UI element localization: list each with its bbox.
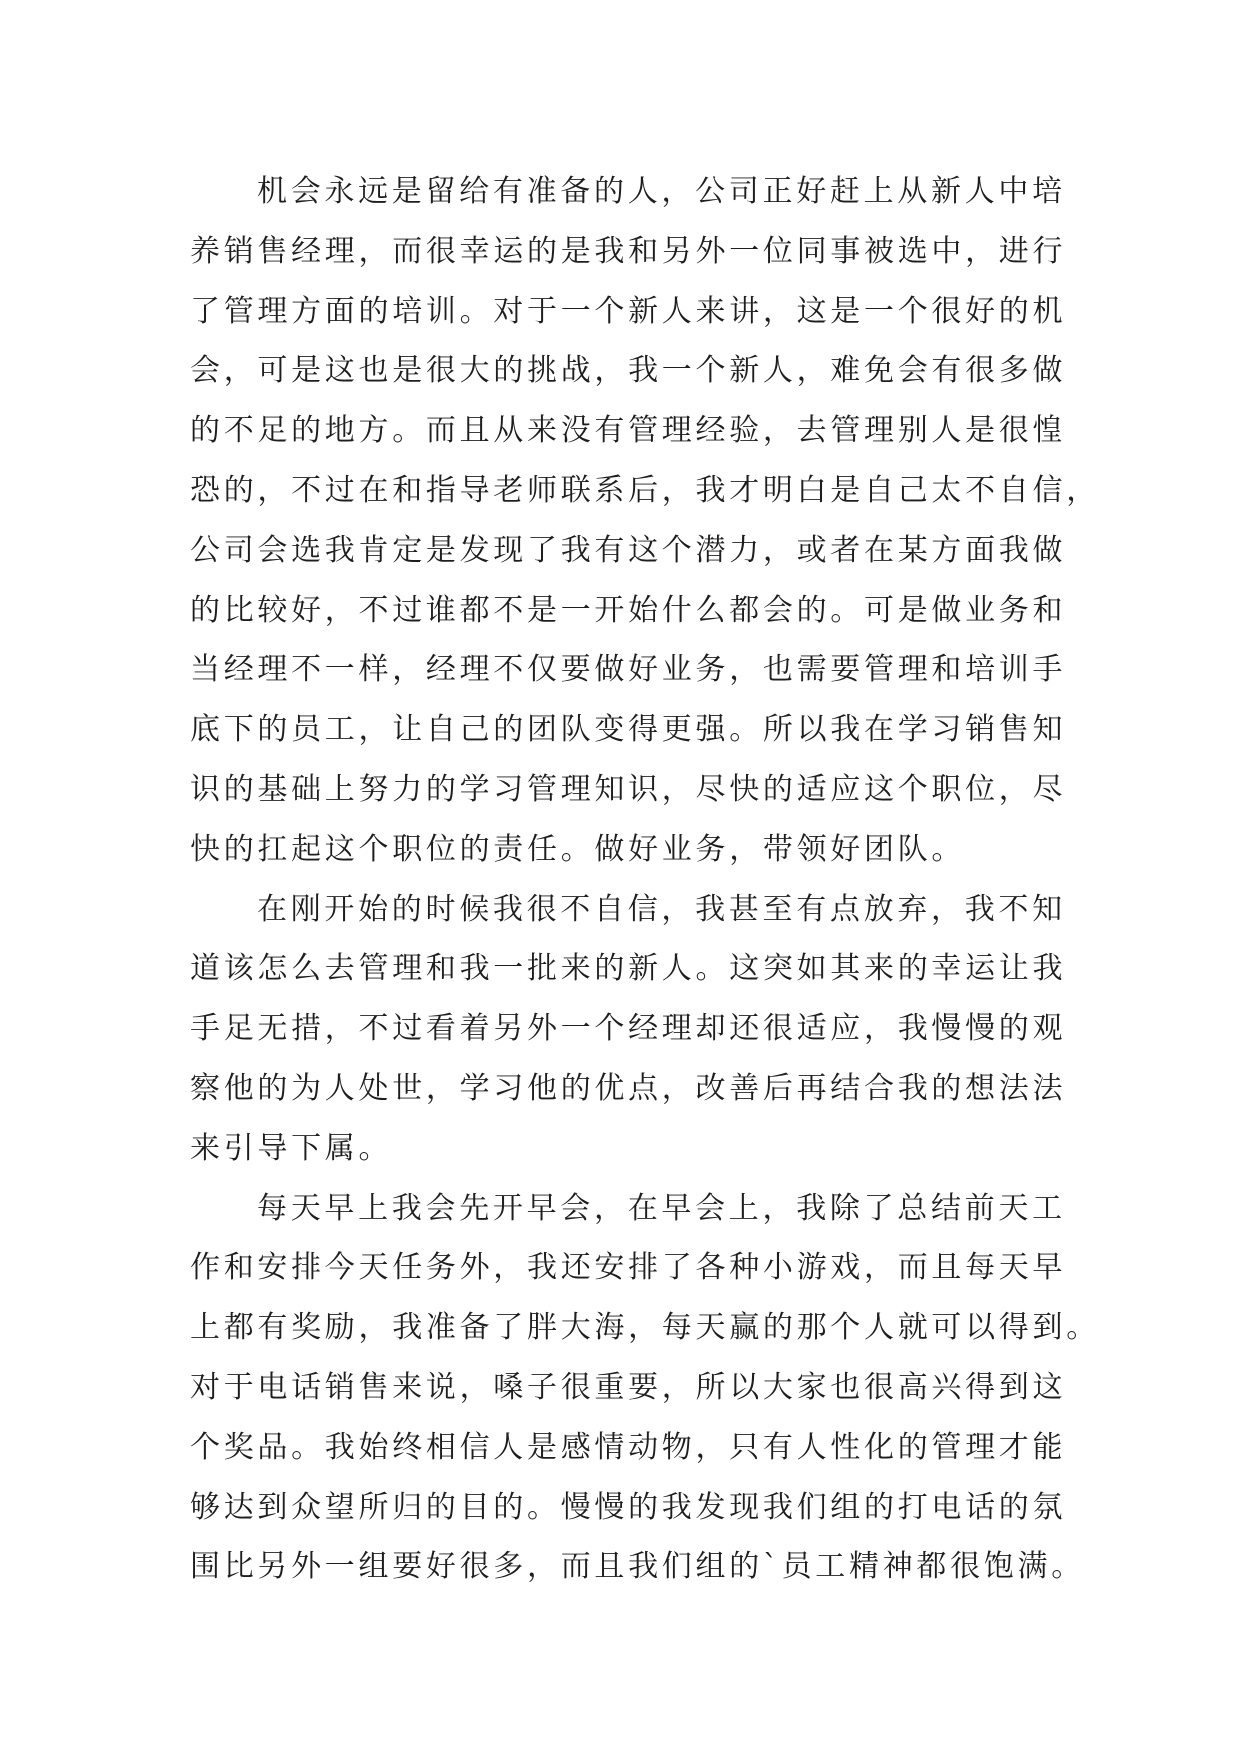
text-line: 当经理不一样，经理不仅要做好业务，也需要管理和培训手: [190, 652, 1067, 688]
text-line: 底下的员工，让自己的团队变得更强。所以我在学习销售知: [190, 712, 1067, 748]
text-line: 察他的为人处世，学习他的优点，改善后再结合我的想法法: [190, 1070, 1067, 1106]
document-body: [190, 162, 1100, 1597]
text-line: 会，可是这也是很大的挑战，我一个新人，难免会有很多做: [190, 353, 1067, 389]
text-line: 机会永远是留给有准备的人，公司正好赶上从新人中培: [257, 174, 1066, 209]
text-line: 恐的，不过在和指导老师联系后，我才明白是自己太不自信，: [190, 472, 1100, 508]
text-line: 来引导下属。: [190, 1130, 393, 1166]
text-line: 快的扛起这个职位的责任。做好业务，带领好团队。: [190, 831, 966, 867]
text-line: 识的基础上努力的学习管理知识，尽快的适应这个职位，尽: [190, 771, 1067, 807]
text-line: 公司会选我肯定是发现了我有这个潜力，或者在某方面我做: [190, 532, 1067, 568]
text-line: 作和安排今天任务外，我还安排了各种小游戏，而且每天早: [190, 1250, 1067, 1286]
paragraph-3: [190, 1179, 1100, 1598]
text-line: 在刚开始的时候我很不自信，我甚至有点放弃，我不知: [257, 891, 1066, 927]
text-line: 每天早上我会先开早会，在早会上，我除了总结前天工: [257, 1190, 1066, 1226]
text-line: 养销售经理，而很幸运的是我和另外一位同事被选中，进行: [190, 233, 1067, 269]
text-line: 的比较好，不过谁都不是一开始什么都会的。可是做业务和: [190, 592, 1067, 628]
text-line: 了管理方面的培训。对于一个新人来讲，这是一个很好的机: [190, 293, 1067, 329]
text-line: 上都有奖励，我准备了胖大海，每天赢的那个人就可以得到。: [190, 1310, 1100, 1346]
text-line: 个奖品。我始终相信人是感情动物，只有人性化的管理才能: [190, 1429, 1067, 1465]
paragraph-1: [190, 162, 1100, 880]
text-line: 对于电话销售来说，嗓子很重要，所以大家也很高兴得到这: [190, 1369, 1067, 1405]
text-line: 道该怎么去管理和我一批来的新人。这突如其来的幸运让我: [190, 951, 1067, 987]
text-line: 够达到众望所归的目的。慢慢的我发现我们组的打电话的氛: [190, 1489, 1067, 1525]
paragraph-2: [190, 880, 1070, 1179]
text-line: 的不足的地方。而且从来没有管理经验，去管理别人是很惶: [190, 413, 1067, 449]
text-line: 围比另外一组要好很多，而且我们组的`员工精神都很饱满。: [190, 1549, 1085, 1585]
text-line: 手足无措，不过看着另外一个经理却还很适应，我慢慢的观: [190, 1011, 1067, 1047]
